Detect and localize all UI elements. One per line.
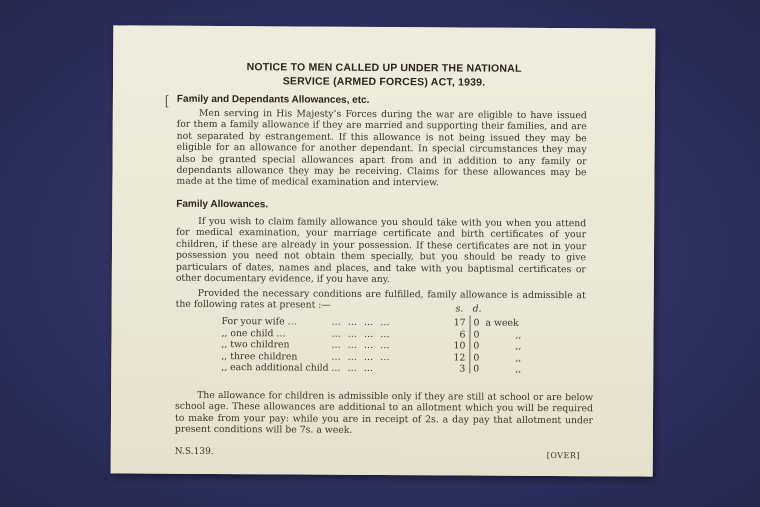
rate-pence: 0 xyxy=(473,363,480,375)
document-title xyxy=(113,59,655,90)
title-line-2: SERVICE (ARMED FORCES) ACT, 1939. xyxy=(282,75,486,89)
rate-shillings: 17 xyxy=(453,317,466,329)
rate-shillings: 10 xyxy=(453,340,466,352)
rate-ditto: ,, xyxy=(515,352,522,364)
leader-dots: … … … … xyxy=(331,339,392,352)
leader-dots: … … … xyxy=(331,363,376,375)
rate-label: ,, three children xyxy=(221,350,298,363)
rate-label: For your wife … xyxy=(221,316,297,328)
margin-bracket-mark: [ xyxy=(164,92,169,108)
rate-pence: 0 xyxy=(473,340,480,352)
rate-ditto: ,, xyxy=(515,340,522,353)
form-number: N.S.139. xyxy=(174,446,214,457)
rate-pence: 0 xyxy=(473,329,480,341)
section-paragraph-family: If you wish to claim family allowance you should take with you when you attend for medical examination, your marriage certificate and birth certificates of your children, if these are already in your possession. If these certificates are not in your possession you need not obtain them specially, but you should be ready to give particulars of dates, names and places, and take with you baptismal certificates or other documentary evidence, if you have any. xyxy=(175,215,587,286)
notice-document xyxy=(111,25,656,476)
rate-pence: 0 xyxy=(473,352,480,364)
closing-paragraph: The allowance for children is admissible only if they are still at school or are below school age. These allowances are additional to an allotment which you will be required to make from your pay: while you are in receipt of 2s. a day pay that allotment under present conditions will be 7s. a week. xyxy=(174,389,594,437)
leader-dots: … … … … xyxy=(331,328,392,340)
section-paragraph-allowances: Men serving in His Majesty’s Forces during the war are eligible to have issued for them a family allowance if they are married and supporting their families, and are not separated by estrangement. If this allowance is not being issued they may be eligible for an allowance for another dependant. In special circumstances they may also be granted special allowances apart from and in addition to any family or dependants allowance they may be receiving. Claims for these allowances may be made at the time of medical examination and interview. xyxy=(176,107,587,189)
rate-label: ,, two children xyxy=(221,339,290,351)
rate-unit: a week xyxy=(485,317,519,329)
section-heading-family: Family Allowances. xyxy=(176,198,269,211)
rates-table-header xyxy=(456,303,487,315)
rate-ditto: ,, xyxy=(515,329,522,341)
rate-ditto: ,, xyxy=(515,364,522,376)
shillings-header: s. xyxy=(455,303,464,315)
rate-shillings: 12 xyxy=(453,352,466,364)
rates-table xyxy=(221,303,561,376)
over-label: [OVER] xyxy=(546,451,581,461)
rate-row xyxy=(221,362,561,376)
pence-header: d. xyxy=(472,303,482,315)
rate-label: ,, one child … xyxy=(221,327,286,340)
title-line-1: NOTICE TO MEN CALLED UP UNDER THE NATIONAL xyxy=(246,61,522,75)
rates-intro-paragraph: Provided the necessary conditions are fulfilled, family allowance is admissible at the following rates at present :— xyxy=(175,287,586,312)
leader-dots: … … … … xyxy=(331,316,392,329)
section-heading-allowances: Family and Dependants Allowances, etc. xyxy=(176,93,370,106)
rate-shillings: 6 xyxy=(459,329,466,341)
leader-dots: … … … … xyxy=(331,351,392,363)
rate-pence: 0 xyxy=(473,317,480,329)
rate-shillings: 3 xyxy=(459,363,466,375)
rate-label: ,, each additional child xyxy=(221,362,329,375)
